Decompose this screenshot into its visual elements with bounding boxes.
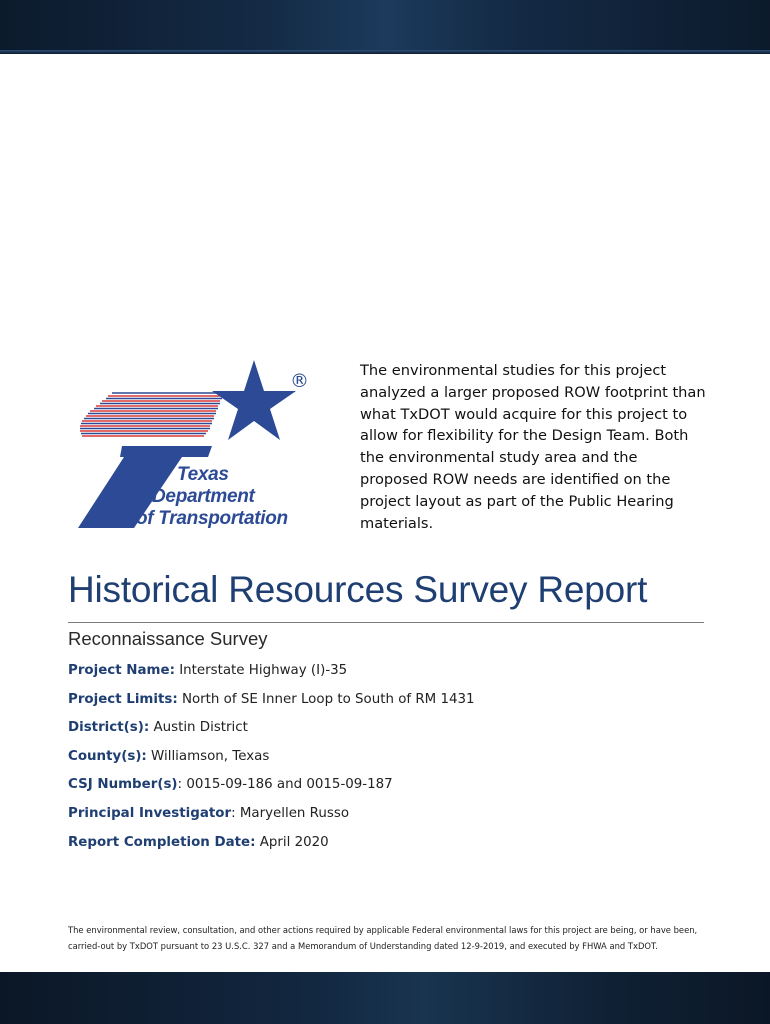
registered-mark: ®	[290, 370, 309, 392]
field-counties	[68, 746, 728, 775]
field-label: CSJ Number(s)	[68, 777, 178, 793]
logo-line-1: Texas	[177, 464, 229, 485]
field-label: County(s):	[68, 748, 147, 764]
field-label: Project Limits:	[68, 691, 178, 707]
field-principal-investigator	[68, 803, 728, 832]
field-project-name	[68, 660, 728, 689]
federal-compliance-note: The environmental review, consultation, and other actions required by applicable Federal environmental laws for this project are being, or have been, carried-out by TxDOT pursuant to 23 U.S.C. 327 and a Memorandum of Understanding dated 12-9-2019, and executed by FHWA and TxDOT.	[68, 925, 698, 951]
project-fields	[68, 660, 728, 860]
footer-band	[0, 972, 770, 1024]
field-value: : 0015-09-186 and 0015-09-187	[177, 777, 393, 793]
title-divider	[68, 622, 704, 623]
field-districts	[68, 717, 728, 746]
logo-line-2: Department	[152, 486, 255, 507]
field-value: Williamson, Texas	[146, 748, 270, 764]
environmental-note: The environmental studies for this project analyzed a larger proposed ROW footprint than what TxDOT would acquire for this project to allow for flexibility for the Design Team. Both the environmental study area and the proposed ROW needs are identified on the project layout as part of the Public Hearing materials.	[360, 362, 706, 532]
field-value: North of SE Inner Loop to South of RM 1431	[177, 691, 475, 707]
field-csj-numbers	[68, 774, 728, 803]
field-report-completion-date	[68, 832, 728, 861]
field-label: Principal Investigator	[68, 805, 232, 821]
page-subtitle: Reconnaissance Survey	[68, 628, 268, 649]
txdot-logo	[72, 356, 332, 536]
logo-line-3: of Transportation	[136, 508, 288, 529]
field-value: April 2020	[255, 834, 329, 850]
field-value: Interstate Highway (I)-35	[174, 663, 348, 678]
field-label: District(s):	[68, 720, 150, 736]
field-label: Report Completion Date:	[68, 834, 256, 850]
field-value: : Maryellen Russo	[231, 805, 350, 821]
field-value: Austin District	[149, 720, 248, 736]
field-label: Project Name:	[68, 663, 175, 678]
header-band	[0, 0, 770, 54]
field-project-limits	[68, 689, 728, 718]
page-title: Historical Resources Survey Report	[68, 569, 648, 610]
